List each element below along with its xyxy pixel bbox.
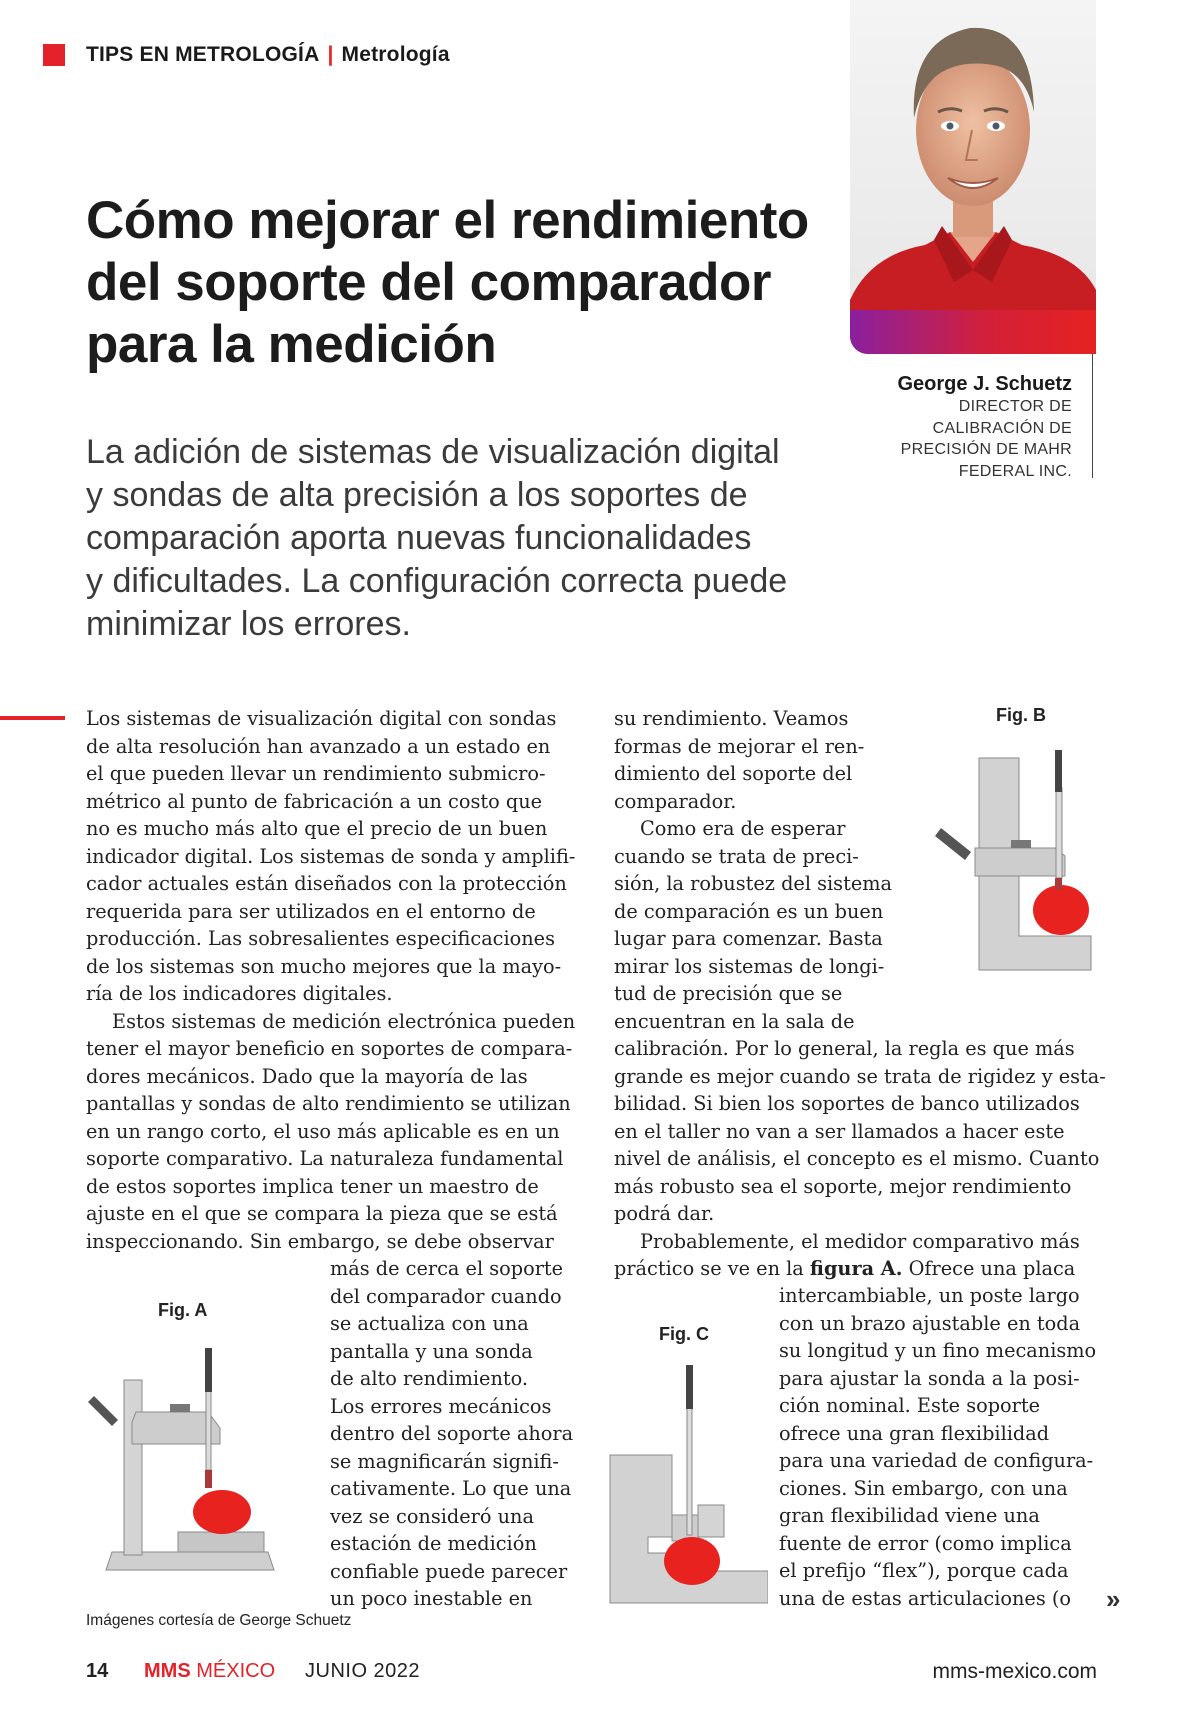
body-column-1 xyxy=(86,705,575,1255)
continue-arrow-icon: » xyxy=(1106,1584,1121,1614)
body-line: su rendimiento. Veamos xyxy=(614,707,849,730)
body-line: del comparador cuando xyxy=(330,1284,562,1308)
figure-c-illustration xyxy=(608,1365,768,1605)
deck-line: minimizar los errores. xyxy=(86,605,411,643)
body-line: podrá dar. xyxy=(614,1202,715,1225)
body-line: bilidad. Si bien los soportes de banco utilizados xyxy=(614,1092,1080,1115)
body-line: para ajustar la sonda a la posi- xyxy=(779,1366,1080,1390)
section-marker xyxy=(43,44,65,66)
body-line: nivel de análisis, el concepto es el mismo. Cuanto xyxy=(614,1147,1100,1170)
headline-line: para la medición xyxy=(86,315,497,374)
body-line: ajuste en el que se compara la pieza que se está xyxy=(86,1202,558,1225)
body-line: en el taller no van a ser llamados a hacer este xyxy=(614,1119,1065,1143)
body-line: Probablemente, el medidor comparativo más xyxy=(640,1229,1080,1253)
figure-b-label: Fig. B xyxy=(996,705,1046,725)
image-credit: Imágenes cortesía de George Schuetz xyxy=(86,1612,352,1629)
body-line: lugar para comenzar. Basta xyxy=(614,927,883,950)
body-line: ción nominal. Este soporte xyxy=(779,1394,1041,1417)
body-line: un poco inestable en xyxy=(330,1587,533,1610)
body-line: de estos soportes implica tener un maestro de xyxy=(86,1174,539,1198)
body-column-1b xyxy=(330,1255,573,1613)
deck-line: y sondas de alta precisión a los soportes de xyxy=(86,476,748,514)
body-line: pantallas y sondas de alto rendimiento se utilizan xyxy=(86,1092,571,1115)
author-role-line: PRECISIÓN DE MAHR xyxy=(900,441,1072,458)
body-line xyxy=(614,1255,1106,1283)
figure-a-illustration xyxy=(78,1340,288,1580)
figure-reference: figura A. xyxy=(809,1257,903,1280)
body-line: no es mucho más alto que el precio de un buen xyxy=(86,817,548,840)
author-photo xyxy=(850,0,1096,354)
author-role-line: DIRECTOR DE xyxy=(958,398,1072,415)
body-line: tener el mayor beneficio en soportes de compara- xyxy=(86,1037,573,1060)
deck-line: La adición de sistemas de visualización digital xyxy=(86,433,780,471)
body-line: más robusto sea el soporte, mejor rendimiento xyxy=(614,1174,1072,1198)
body-line: Los errores mecánicos xyxy=(330,1394,552,1418)
body-line: se actualiza con una xyxy=(330,1312,529,1335)
section-category: Metrología xyxy=(341,43,450,66)
section-separator: | xyxy=(327,43,334,66)
issue-date: JUNIO 2022 xyxy=(305,1660,421,1682)
body-line: confiable puede parecer xyxy=(330,1559,568,1583)
body-line: estación de medición xyxy=(330,1532,537,1555)
author-role xyxy=(898,396,1073,482)
body-line: una de estas articulaciones (o xyxy=(779,1586,1071,1610)
body-line: calibración. Por lo general, la regla es que más xyxy=(614,1037,1075,1060)
body-line: su longitud y un fino mecanismo xyxy=(779,1339,1097,1362)
body-line: pantalla y una sonda xyxy=(330,1339,533,1363)
body-line: comparador. xyxy=(614,789,737,813)
author-role-line: FEDERAL INC. xyxy=(958,462,1072,480)
body-line: Estos sistemas de medición electrónica pueden xyxy=(112,1009,576,1033)
magazine-brand: MMS xyxy=(144,1660,191,1682)
body-start-rule xyxy=(0,716,65,720)
body-line: de los sistemas son mucho mejores que la mayo- xyxy=(86,954,562,978)
magazine-country: MÉXICO xyxy=(196,1660,276,1682)
headline-line: Cómo mejorar el rendimiento xyxy=(86,191,809,250)
body-line: soporte comparativo. La naturaleza fundamental xyxy=(86,1147,564,1170)
body-line: de alta resolución han avanzado a un estado en xyxy=(86,734,551,758)
figure-a-label: Fig. A xyxy=(158,1300,208,1320)
body-column-2a xyxy=(614,705,892,1035)
body-line: sión, la robustez del sistema xyxy=(614,872,893,895)
body-line: fuente de error (como implica xyxy=(779,1531,1072,1555)
body-line: grande es mejor cuando se trata de rigidez y esta- xyxy=(614,1064,1106,1088)
byline-rule xyxy=(1092,354,1093,478)
figure-b-illustration xyxy=(935,748,1095,973)
body-line: tud de precisión que se xyxy=(614,982,843,1005)
body-line: dores mecánicos. Dado que la mayoría de las xyxy=(86,1064,528,1088)
figure-c-label: Fig. C xyxy=(659,1324,709,1344)
body-line: gran flexibilidad viene una xyxy=(779,1504,1040,1527)
website-link[interactable]: mms-mexico.com xyxy=(932,1660,1097,1683)
body-line: ciones. Sin embargo, con una xyxy=(779,1476,1068,1500)
author-name: George J. Schuetz xyxy=(897,373,1072,395)
body-line: cador actuales están diseñados con la protección xyxy=(86,872,567,895)
body-line: de alto rendimiento. xyxy=(330,1367,529,1390)
body-line: Como era de esperar xyxy=(640,817,846,840)
body-line: intercambiable, un poste largo xyxy=(779,1284,1080,1307)
body-line: el que pueden llevar un rendimiento submicro- xyxy=(86,762,546,785)
headline xyxy=(86,190,809,376)
body-line: producción. Las sobresalientes especificaciones xyxy=(86,927,555,950)
headline-line: del soporte del comparador xyxy=(86,253,771,312)
body-text: Ofrece una placa xyxy=(902,1257,1076,1280)
body-line: indicador digital. Los sistemas de sonda y amplifi- xyxy=(86,844,576,868)
body-line: dentro del soporte ahora xyxy=(330,1422,574,1445)
body-line: ría de los indicadores digitales. xyxy=(86,982,393,1005)
deck-line: comparación aporta nuevas funcionalidades xyxy=(86,519,752,557)
body-line: ofrece una gran flexibilidad xyxy=(779,1421,1050,1445)
author-byline xyxy=(898,372,1073,482)
body-line: más de cerca el soporte xyxy=(330,1257,564,1280)
body-line: para una variedad de configura- xyxy=(779,1449,1094,1472)
body-line: Los sistemas de visualización digital con sondas xyxy=(86,707,557,730)
deck-line: y dificultades. La configuración correcta puede xyxy=(86,562,788,600)
body-line: cativamente. Lo que una xyxy=(330,1477,572,1500)
body-line: dimiento del soporte del xyxy=(614,762,853,785)
magazine-name xyxy=(144,1660,275,1683)
body-line: encuentran en la sala de xyxy=(614,1009,855,1033)
body-line: el prefijo “flex”), porque cada xyxy=(779,1559,1069,1582)
body-line: con un brazo ajustable en toda xyxy=(779,1311,1081,1335)
body-line: mirar los sistemas de longi- xyxy=(614,954,885,978)
body-column-2b xyxy=(614,1035,1106,1283)
body-line: formas de mejorar el ren- xyxy=(614,734,865,758)
body-line: métrico al punto de fabricación a un costo que xyxy=(86,789,543,813)
body-column-2c xyxy=(779,1282,1096,1612)
body-line: cuando se trata de preci- xyxy=(614,844,859,868)
body-line: inspeccionando. Sin embargo, se debe observar xyxy=(86,1229,554,1253)
body-line: vez se consideró una xyxy=(330,1504,534,1528)
body-line: de comparación es un buen xyxy=(614,899,884,923)
body-text: práctico se ve en la xyxy=(614,1257,810,1280)
page-number: 14 xyxy=(86,1660,109,1682)
author-role-line: CALIBRACIÓN DE xyxy=(932,419,1072,437)
body-line: requerida para ser utilizados en el entorno de xyxy=(86,899,536,923)
body-line: en un rango corto, el uso más aplicable es en un xyxy=(86,1119,560,1143)
body-line: se magnificarán signifi- xyxy=(330,1449,559,1473)
deck xyxy=(86,431,826,646)
section-label: TIPS EN METROLOGÍA xyxy=(86,43,320,66)
section-header xyxy=(86,43,450,67)
